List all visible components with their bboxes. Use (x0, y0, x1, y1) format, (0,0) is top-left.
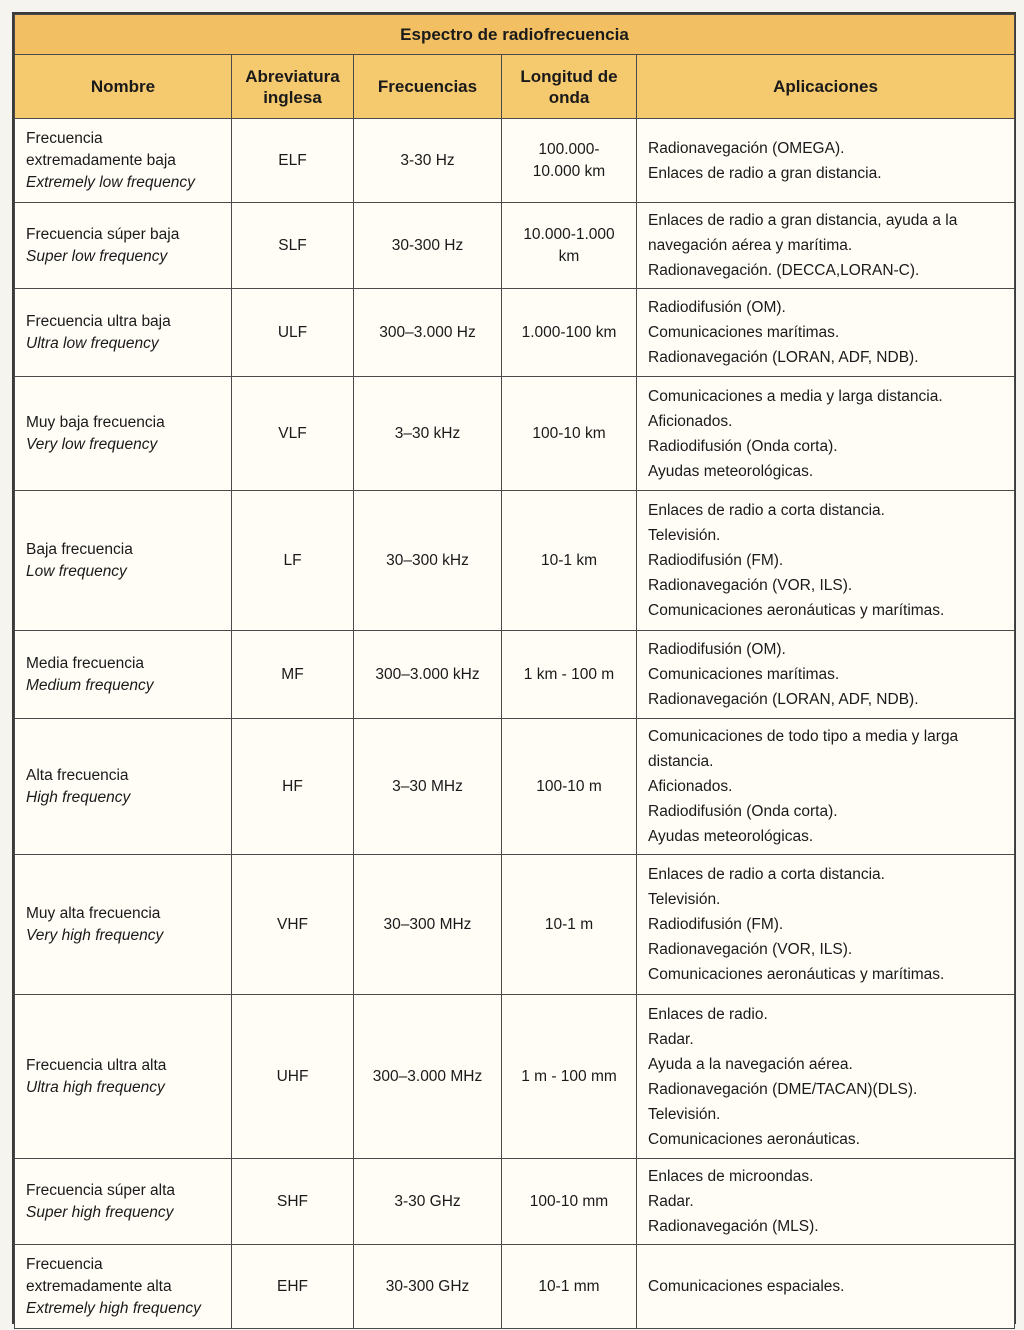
application-item: Radionavegación (LORAN, ADF, NDB). (648, 349, 919, 366)
application-item: Enlaces de radio. (648, 1005, 768, 1023)
name-english: Super high frequency (26, 1203, 174, 1221)
application-item: Enlaces de microondas. (648, 1168, 814, 1185)
cell-applications (637, 631, 1015, 719)
application-item: Comunicaciones marítimas. (648, 666, 840, 683)
application-item: Comunicaciones aeronáuticas y marítimas. (648, 602, 945, 619)
cell-applications (637, 289, 1015, 377)
application-item: Aficionados. (648, 778, 733, 795)
application-item: Comunicaciones de todo tipo a media y larga (648, 728, 959, 745)
application-item: Comunicaciones a media y larga distancia. (648, 387, 943, 405)
name-english: High frequency (26, 788, 131, 806)
header-frequencies-label: Frecuencias (377, 77, 478, 96)
cell-applications (637, 1159, 1015, 1245)
table-row (15, 719, 1015, 855)
cell-name (15, 377, 232, 491)
header-applications (637, 55, 1015, 119)
cell-applications (637, 995, 1015, 1159)
application-item: Comunicaciones marítimas. (648, 324, 840, 341)
cell-name (15, 289, 232, 377)
name-spanish: extremadamente alta (26, 1277, 172, 1295)
application-item: Comunicaciones aeronáuticas. (648, 1130, 860, 1148)
application-item: Radar. (648, 1193, 694, 1210)
cell-name (15, 719, 232, 855)
cell-name (15, 1159, 232, 1245)
application-item: Radiodifusión (Onda corta). (648, 437, 838, 455)
header-wavelength-line: onda (548, 87, 590, 107)
header-wavelength (502, 55, 637, 119)
table-row (15, 289, 1015, 377)
name-spanish: Frecuencia súper alta (26, 1181, 176, 1199)
cell-name (15, 631, 232, 719)
cell-applications (637, 1245, 1015, 1329)
header-applications-label: Aplicaciones (773, 77, 878, 96)
table-row (15, 631, 1015, 719)
cell-wavelength (502, 491, 637, 631)
table-row (15, 203, 1015, 289)
application-item: Comunicaciones espaciales. (648, 1278, 845, 1295)
name-english: Ultra low frequency (26, 334, 159, 352)
name-english: Extremely low frequency (26, 173, 195, 191)
cell-wavelength (502, 855, 637, 995)
name-english: Extremely high frequency (26, 1299, 201, 1317)
header-wavelength-line: Longitud de (520, 66, 618, 86)
cell-name (15, 491, 232, 631)
application-item: Comunicaciones aeronáuticas y marítimas. (648, 966, 945, 983)
application-item: Radiodifusión (FM). (648, 552, 784, 569)
cell-wavelength (502, 203, 637, 289)
name-spanish: Frecuencia (26, 1255, 103, 1273)
application-item: Ayudas meteorológicas. (648, 828, 814, 845)
cell-name (15, 203, 232, 289)
application-item: Televisión. (648, 527, 721, 544)
application-item: Radionavegación (DME/TACAN)(DLS). (648, 1080, 918, 1098)
cell-frequency: 30–300 kHz (354, 491, 502, 631)
application-item: Enlaces de radio a gran distancia. (648, 164, 882, 182)
cell-abbreviation: MF (232, 631, 354, 719)
name-spanish: Muy baja frecuencia (26, 413, 165, 431)
table-row (15, 1245, 1015, 1329)
table-row (15, 119, 1015, 203)
name-english: Medium frequency (26, 676, 154, 694)
cell-name (15, 1245, 232, 1329)
header-name (15, 55, 232, 119)
cell-frequency: 300–3.000 Hz (354, 289, 502, 377)
cell-applications (637, 119, 1015, 203)
wavelength-line: 100-10 mm (529, 1192, 609, 1210)
wavelength-line: 10-1 m (544, 915, 594, 933)
wavelength-line: 1 m - 100 mm (521, 1067, 617, 1085)
cell-wavelength (502, 1159, 637, 1245)
cell-frequency: 3-30 GHz (354, 1159, 502, 1245)
application-item: Enlaces de radio a gran distancia, ayuda a la (648, 212, 958, 229)
application-item: Radionavegación (VOR, ILS). (648, 577, 853, 594)
cell-frequency: 30-300 GHz (354, 1245, 502, 1329)
cell-name (15, 119, 232, 203)
wavelength-line: 1 km - 100 m (523, 665, 615, 683)
cell-applications (637, 203, 1015, 289)
table-row (15, 1159, 1015, 1245)
cell-abbreviation: UHF (232, 995, 354, 1159)
cell-wavelength (502, 995, 637, 1159)
application-item: Radionavegación (OMEGA). (648, 139, 845, 157)
name-spanish: Frecuencia ultra alta (26, 1056, 167, 1074)
wavelength-line: 100-10 m (536, 777, 602, 795)
name-spanish: Frecuencia ultra baja (26, 312, 171, 330)
name-spanish: Alta frecuencia (26, 766, 129, 784)
header-abbreviation-line: inglesa (263, 87, 322, 107)
radio-spectrum-table (14, 14, 1015, 1329)
cell-abbreviation: VHF (232, 855, 354, 995)
cell-frequency: 300–3.000 kHz (354, 631, 502, 719)
cell-frequency: 3–30 MHz (354, 719, 502, 855)
wavelength-line: km (558, 247, 580, 265)
cell-frequency: 300–3.000 MHz (354, 995, 502, 1159)
cell-abbreviation: ULF (232, 289, 354, 377)
table-body (15, 119, 1015, 1329)
wavelength-line: 10.000 km (532, 162, 606, 180)
cell-frequency: 30-300 Hz (354, 203, 502, 289)
name-spanish: Media frecuencia (26, 654, 145, 672)
table-title: Espectro de radiofrecuencia (15, 15, 1015, 55)
application-item: Radiodifusión (OM). (648, 299, 786, 316)
wavelength-line: 10.000-1.000 (523, 225, 615, 243)
name-english: Very high frequency (26, 926, 164, 944)
application-item: Radiodifusión (OM). (648, 641, 786, 658)
application-item: Radionavegación (VOR, ILS). (648, 941, 853, 958)
cell-applications (637, 719, 1015, 855)
name-spanish: Frecuencia (26, 129, 103, 147)
application-item: Televisión. (648, 1105, 721, 1123)
application-item: Ayudas meteorológicas. (648, 462, 814, 480)
name-spanish: extremadamente baja (26, 151, 176, 169)
application-item: Enlaces de radio a corta distancia. (648, 502, 885, 519)
table-row (15, 491, 1015, 631)
table-row (15, 377, 1015, 491)
name-spanish: Muy alta frecuencia (26, 904, 161, 922)
wavelength-line: 10-1 km (541, 551, 597, 569)
cell-name (15, 855, 232, 995)
application-item: Radiodifusión (FM). (648, 916, 784, 933)
cell-abbreviation: SLF (232, 203, 354, 289)
wavelength-line: 100-10 km (532, 424, 606, 442)
cell-wavelength (502, 719, 637, 855)
application-item: Televisión. (648, 891, 721, 908)
wavelength-line: 100.000- (538, 140, 600, 158)
cell-frequency: 30–300 MHz (354, 855, 502, 995)
spectrum-table-frame (12, 12, 1016, 1324)
cell-abbreviation: SHF (232, 1159, 354, 1245)
application-item: Radionavegación. (DECCA,LORAN-C). (648, 262, 920, 279)
cell-frequency: 3–30 kHz (354, 377, 502, 491)
application-item: Aficionados. (648, 412, 733, 430)
cell-applications (637, 377, 1015, 491)
application-item: navegación aérea y marítima. (648, 237, 853, 254)
name-english: Low frequency (26, 562, 127, 580)
cell-abbreviation: ELF (232, 119, 354, 203)
application-item: Radar. (648, 1030, 694, 1048)
cell-wavelength (502, 377, 637, 491)
name-english: Very low frequency (26, 435, 158, 453)
header-frequencies (354, 55, 502, 119)
cell-wavelength (502, 119, 637, 203)
application-item: distancia. (648, 753, 714, 770)
application-item: Radionavegación (MLS). (648, 1218, 819, 1235)
cell-wavelength (502, 631, 637, 719)
wavelength-line: 10-1 mm (538, 1277, 600, 1295)
cell-applications (637, 491, 1015, 631)
cell-abbreviation: HF (232, 719, 354, 855)
cell-applications (637, 855, 1015, 995)
name-english: Super low frequency (26, 247, 168, 265)
header-abbreviation (232, 55, 354, 119)
application-item: Ayuda a la navegación aérea. (648, 1055, 853, 1073)
table-row (15, 995, 1015, 1159)
cell-name (15, 995, 232, 1159)
name-english: Ultra high frequency (26, 1078, 165, 1096)
application-item: Radiodifusión (Onda corta). (648, 803, 838, 820)
name-spanish: Baja frecuencia (26, 540, 133, 558)
header-name-label: Nombre (90, 77, 156, 96)
application-item: Radionavegación (LORAN, ADF, NDB). (648, 691, 919, 708)
cell-abbreviation: EHF (232, 1245, 354, 1329)
cell-abbreviation: VLF (232, 377, 354, 491)
wavelength-line: 1.000-100 km (521, 323, 617, 341)
name-spanish: Frecuencia súper baja (26, 225, 180, 243)
application-item: Enlaces de radio a corta distancia. (648, 866, 885, 883)
cell-wavelength (502, 1245, 637, 1329)
cell-frequency: 3-30 Hz (354, 119, 502, 203)
cell-wavelength (502, 289, 637, 377)
header-abbreviation-line: Abreviatura (245, 66, 340, 86)
cell-abbreviation: LF (232, 491, 354, 631)
table-row (15, 855, 1015, 995)
